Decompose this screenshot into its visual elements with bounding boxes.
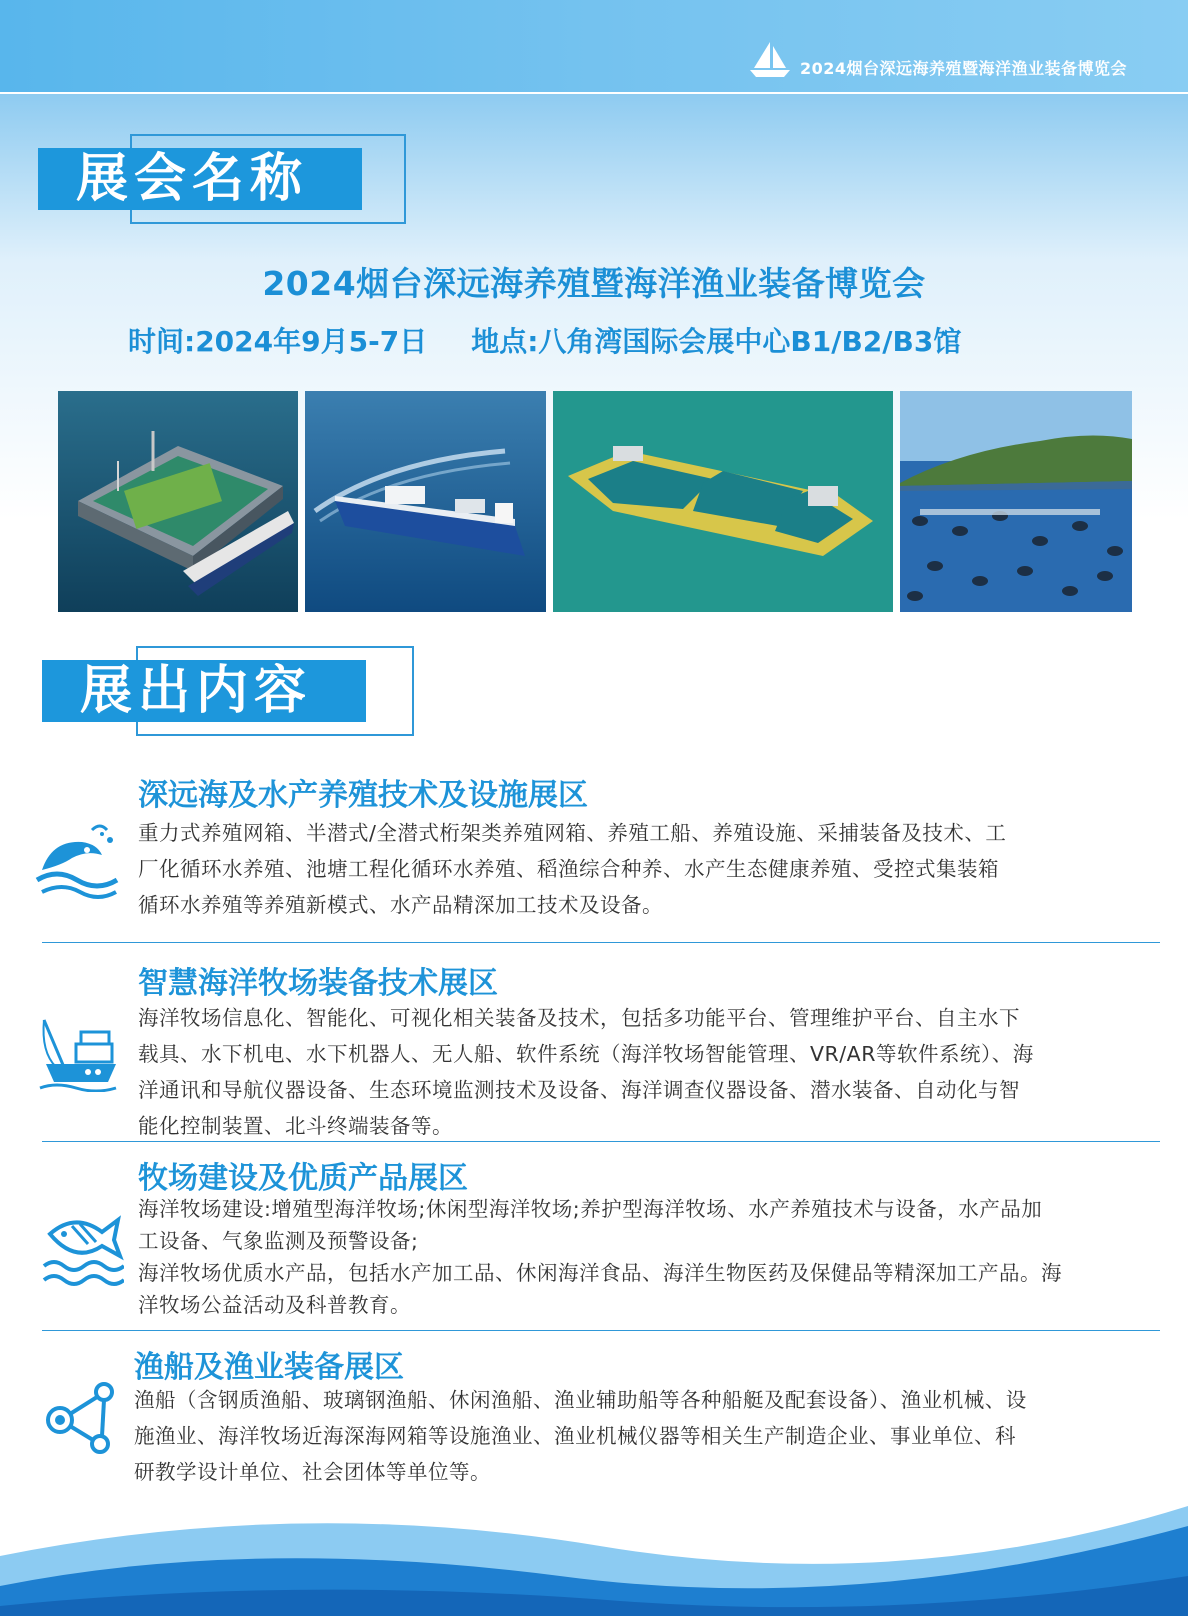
zone-line: 工设备、气象监测及预警设备; bbox=[138, 1229, 419, 1253]
section-heading-expo-name bbox=[38, 134, 410, 224]
bottom-waves bbox=[0, 1456, 1188, 1616]
zone-line: 洋通讯和导航仪器设备、生态环境监测技术及设备、海洋调查仪器设备、潜水装备、自动化与智 bbox=[138, 1078, 1020, 1102]
zone-line: 能化控制装置、北斗终端装备等。 bbox=[138, 1114, 453, 1138]
top-banner bbox=[0, 0, 1188, 94]
zone-line: 洋牧场公益活动及科普教育。 bbox=[138, 1293, 411, 1317]
zone-body bbox=[138, 1193, 1148, 1321]
zone-line: 载具、水下机电、水下机器人、无人船、软件系统（海洋牧场智能管理、VR/AR等软件系统）、海 bbox=[138, 1042, 1034, 1066]
zone-body bbox=[138, 815, 1148, 923]
aquaculture-vessel-photo bbox=[305, 391, 546, 612]
zone-line: 研教学设计单位、社会团体等单位等。 bbox=[134, 1460, 491, 1484]
zone-line: 海洋牧场优质水产品，包括水产加工品、休闲海洋食品、海洋生物医药及保健品等精深加工产品。海 bbox=[138, 1261, 1062, 1285]
zone-line: 海洋牧场建设:增殖型海洋牧场;休闲型海洋牧场;养护型海洋牧场、水产养殖技术与设备，水产品加 bbox=[138, 1197, 1043, 1221]
expo-venue: 地点:八角湾国际会展中心B1/B2/B3馆 bbox=[471, 325, 962, 358]
zone-title: 渔船及渔业装备展区 bbox=[134, 1350, 404, 1385]
expo-meta bbox=[128, 320, 961, 360]
floating-fish-pen-photo bbox=[553, 391, 893, 612]
section-heading-exhibits bbox=[42, 646, 414, 736]
divider bbox=[42, 942, 1160, 943]
expo-title: 2024烟台深远海养殖暨海洋渔业装备博览会 bbox=[262, 264, 926, 303]
header-title: 2024烟台深远海养殖暨海洋渔业装备博览会 bbox=[800, 59, 1128, 78]
divider bbox=[42, 1141, 1160, 1142]
zone-line: 循环水养殖等养殖新模式、水产品精深加工技术及设备。 bbox=[138, 893, 663, 917]
zone-body bbox=[138, 1000, 1148, 1144]
zone-title: 牧场建设及优质产品展区 bbox=[138, 1161, 468, 1196]
fish-splash-icon bbox=[32, 820, 120, 902]
heading-label: 展会名称 bbox=[38, 148, 362, 210]
zone-title: 智慧海洋牧场装备技术展区 bbox=[138, 966, 498, 1001]
divider bbox=[42, 1330, 1160, 1331]
heading-label: 展出内容 bbox=[42, 660, 366, 722]
zone-line: 海洋牧场信息化、智能化、可视化相关装备及技术，包括多功能平台、管理维护平台、自主水下 bbox=[138, 1006, 1020, 1030]
zone-title: 深远海及水产养殖技术及设施展区 bbox=[138, 778, 588, 813]
bay-fish-farm-photo bbox=[900, 391, 1132, 612]
zone-line: 重力式养殖网箱、半潜式/全潜式桁架类养殖网箱、养殖工船、养殖设施、采捕装备及技术、工 bbox=[138, 821, 1007, 845]
aquaculture-platform-photo bbox=[58, 391, 298, 612]
zone-line: 渔船（含钢质渔船、玻璃钢渔船、休闲渔船、渔业辅助船等各种船艇及配套设备）、渔业机械、设 bbox=[134, 1388, 1027, 1412]
network-nodes-icon bbox=[42, 1380, 118, 1456]
fishing-boat-icon bbox=[36, 1012, 118, 1092]
zone-line: 施渔业、海洋牧场近海深海网箱等设施渔业、渔业机械仪器等相关生产制造企业、事业单位、科 bbox=[134, 1424, 1016, 1448]
zone-line: 厂化循环水养殖、池塘工程化循环水养殖、稻渔综合种养、水产生态健康养殖、受控式集装箱 bbox=[138, 857, 999, 881]
sailboat-icon bbox=[748, 40, 792, 78]
fish-waves-icon bbox=[40, 1204, 124, 1288]
expo-time: 时间:2024年9月5-7日 bbox=[128, 325, 428, 358]
